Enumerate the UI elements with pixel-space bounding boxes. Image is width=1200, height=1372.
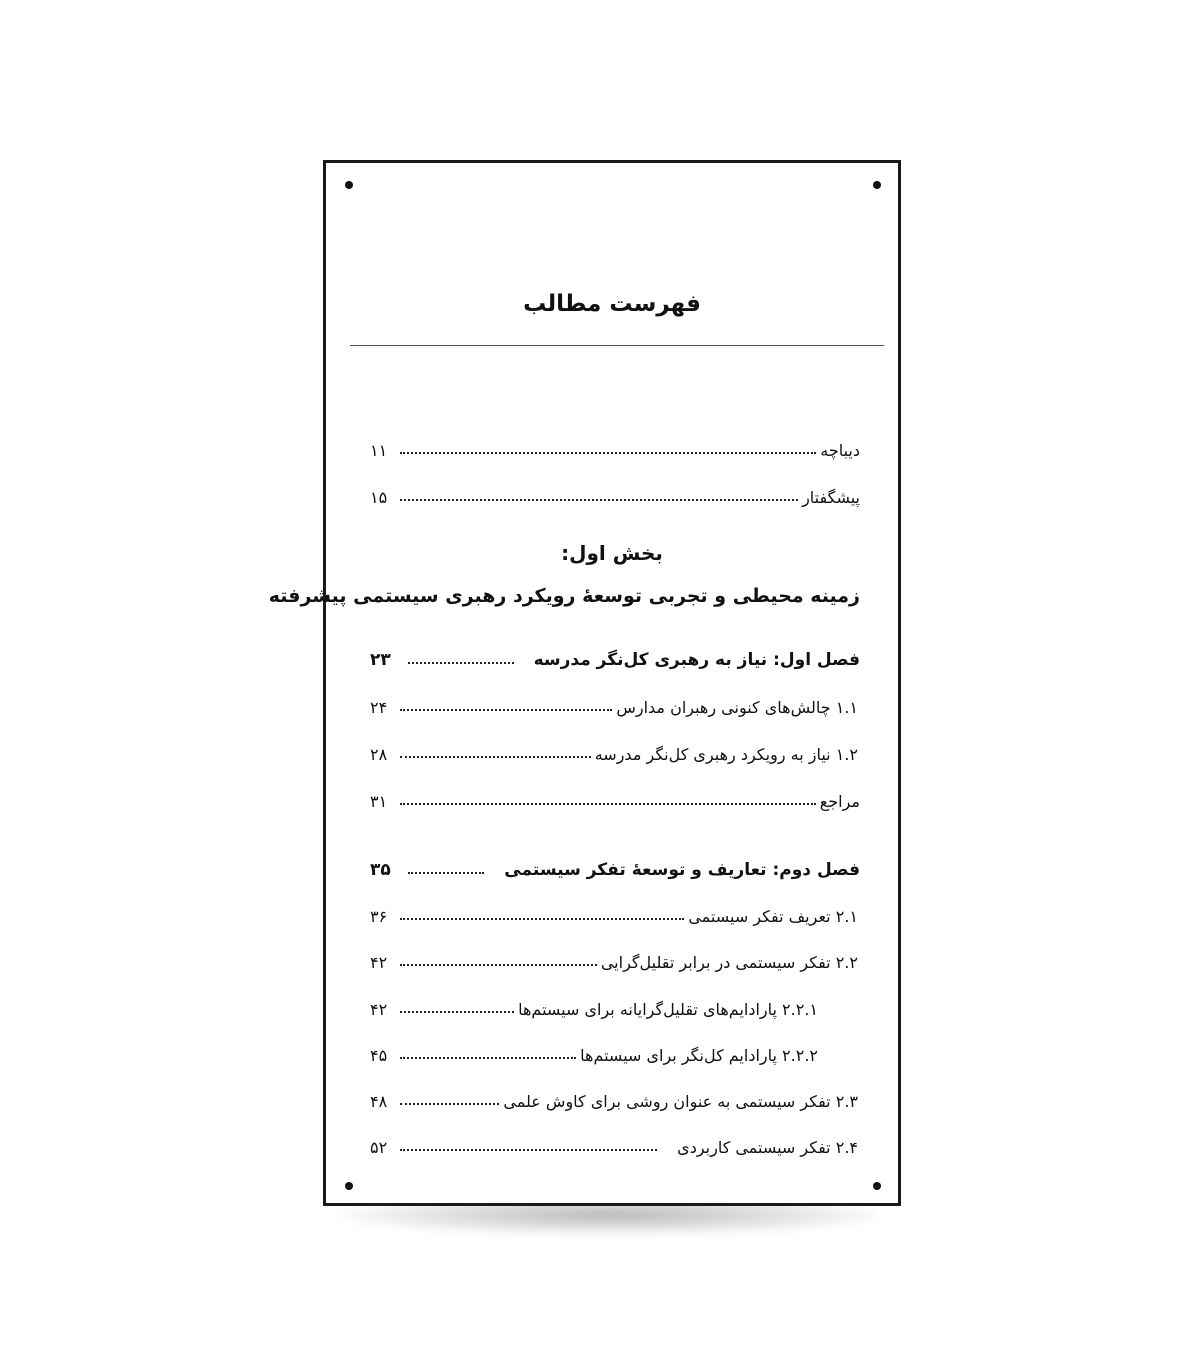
toc-chapter-1[interactable] xyxy=(370,638,860,670)
toc-entry-preface[interactable] xyxy=(370,428,860,460)
dot-leader xyxy=(400,803,816,805)
corner-dot-icon xyxy=(873,181,881,189)
dot-leader xyxy=(400,918,684,920)
book-page xyxy=(268,160,901,1206)
toc-entry-page: ۱۵ xyxy=(370,488,388,507)
toc-entry-label: ۲.۱ تعریف تفکر سیستمی xyxy=(688,907,858,926)
part-title: زمینه محیطی و تجربی توسعهٔ رویکرد رهبری سیستمی پیشرفته xyxy=(268,585,860,607)
toc-entry-page: ۲۸ xyxy=(370,745,388,764)
toc-entry-label: ۱.۱ چالش‌های کنونی رهبران مدارس xyxy=(616,698,858,717)
toc-entry-2-3[interactable] xyxy=(370,1079,858,1111)
dot-leader xyxy=(408,872,484,874)
dot-leader xyxy=(408,662,514,664)
toc-entry-page: ۴۸ xyxy=(370,1092,388,1111)
toc-entry-1-2[interactable] xyxy=(370,732,858,764)
dot-leader xyxy=(400,452,816,454)
dot-leader xyxy=(400,964,597,966)
part-label: بخش اول: xyxy=(561,541,663,565)
toc-entry-page: ۳۶ xyxy=(370,907,388,926)
toc-entry-references[interactable] xyxy=(370,779,860,811)
chapter-page: ۲۳ xyxy=(370,650,391,670)
toc-entry-page: ۳۱ xyxy=(370,792,388,811)
toc-entry-page: ۴۵ xyxy=(370,1046,388,1065)
toc-entry-2-1[interactable] xyxy=(370,894,858,926)
toc-entry-label: پیشگفتار xyxy=(802,488,860,507)
chapter-page: ۳۵ xyxy=(370,860,391,880)
dot-leader xyxy=(400,1011,514,1013)
toc-entry-2-2[interactable] xyxy=(370,940,858,972)
toc-entry-page: ۵۲ xyxy=(370,1138,388,1157)
toc-entry-page: ۲۴ xyxy=(370,698,388,717)
chapter-label: فصل اول: نیاز به رهبری کل‌نگر مدرسه xyxy=(533,650,860,670)
toc-entry-label: ۲.۳ تفکر سیستمی به عنوان روشی برای کاوش علمی xyxy=(503,1092,858,1111)
toc-entry-page: ۴۲ xyxy=(370,1000,388,1019)
corner-dot-icon xyxy=(873,1182,881,1190)
dot-leader xyxy=(400,756,591,758)
toc-entry-label: مراجع xyxy=(819,792,860,811)
title-divider xyxy=(350,345,884,346)
toc-entry-2-2-1[interactable] xyxy=(370,987,818,1019)
chapter-label: فصل دوم: تعاریف و توسعهٔ تفکر سیستمی xyxy=(504,860,860,880)
dot-leader xyxy=(400,1057,576,1059)
toc-entry-page: ۴۲ xyxy=(370,953,388,972)
dot-leader xyxy=(400,1103,499,1105)
toc-title: فهرست مطالب xyxy=(523,291,701,317)
toc-entry-foreword[interactable] xyxy=(370,475,860,507)
toc-entry-label: دیباچه xyxy=(820,441,860,460)
corner-dot-icon xyxy=(345,181,353,189)
corner-dot-icon xyxy=(345,1182,353,1190)
dot-leader xyxy=(400,709,612,711)
toc-entry-2-4[interactable] xyxy=(370,1125,858,1157)
toc-chapter-2[interactable] xyxy=(370,848,860,880)
toc-entry-label: ۲.۲.۲ پارادایم کل‌نگر برای سیستم‌ها xyxy=(580,1046,818,1065)
toc-entry-1-1[interactable] xyxy=(370,685,858,717)
toc-entry-label: ۲.۲.۱ پارادایم‌های تقلیل‌گرایانه برای سیستم‌ها xyxy=(518,1000,818,1019)
dot-leader xyxy=(400,499,798,501)
dot-leader xyxy=(400,1149,657,1151)
toc-entry-label: ۲.۲ تفکر سیستمی در برابر تقلیل‌گرایی xyxy=(600,953,858,972)
toc-entry-page: ۱۱ xyxy=(370,441,388,460)
toc-entry-label: ۱.۲ نیاز به رویکرد رهبری کل‌نگر مدرسه xyxy=(594,745,858,764)
toc-entry-label: ۲.۴ تفکر سیستمی کاربردی xyxy=(677,1138,858,1157)
toc-entry-2-2-2[interactable] xyxy=(370,1033,818,1065)
